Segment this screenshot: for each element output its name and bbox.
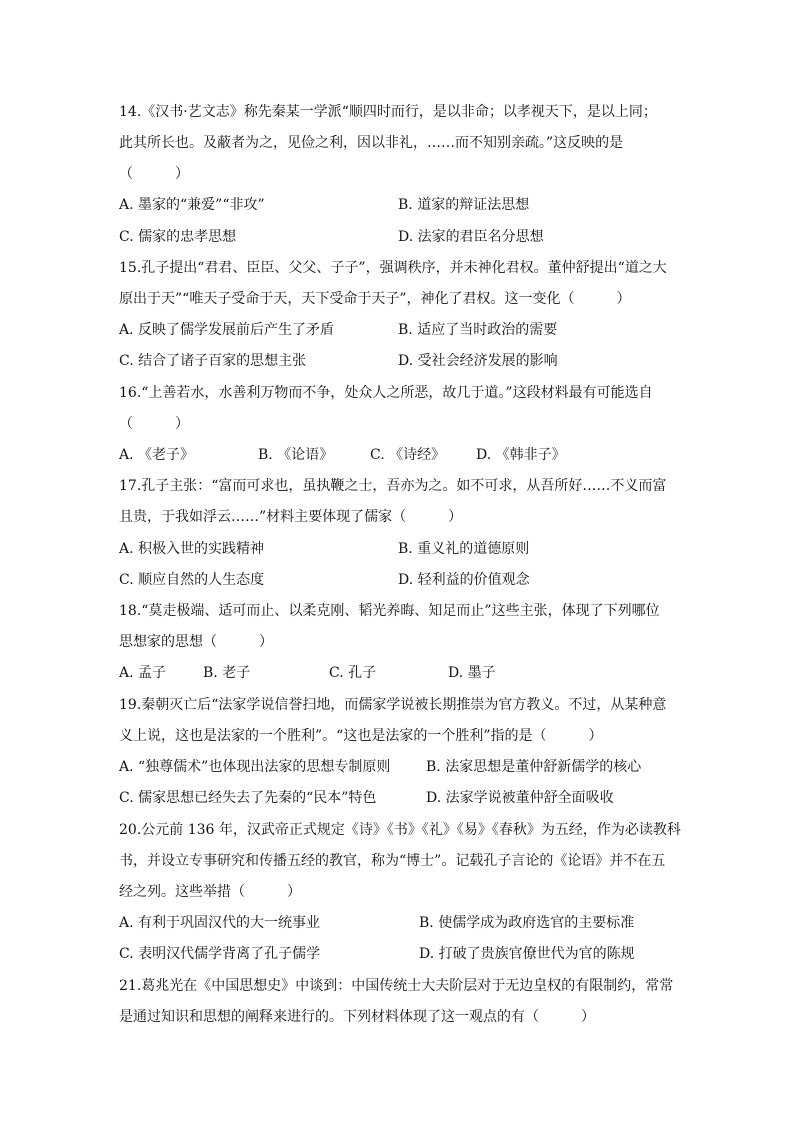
question-14-stem-line-1: 14.《汉书·艺文志》称先秦某一学派“顺四时而行，是以非命；以孝视天下，是以上同； — [119, 104, 657, 120]
question-20-stem-line-2: 书，并设立专事研究和传播五经的教官，称为“博士”。记载孔子言论的《论语》并不在五 — [119, 853, 666, 869]
question-14-option-d[interactable]: D. 法家的君臣名分思想 — [398, 229, 544, 245]
question-20-stem-line-3: 经之列。这些举措（ ） — [119, 884, 301, 900]
question-16-option-d[interactable]: D. 《韩非子》 — [476, 447, 566, 463]
question-15-stem-line-1: 15.孔子提出“君君、臣臣、父父、子子”，强调秩序，并未神化君权。董仲舒提出“道之大 — [119, 260, 667, 276]
question-17-option-a[interactable]: A. 积极入世的实践精神 — [119, 541, 265, 557]
question-20-option-c[interactable]: C. 表明汉代儒学背离了孔子儒学 — [119, 946, 321, 962]
question-19-option-b[interactable]: B. 法家思想是董仲舒新儒学的核心 — [426, 759, 642, 775]
question-14-option-a[interactable]: A. 墨家的“兼爱”“非攻” — [119, 197, 265, 213]
question-16-stem-line-2: （ ） — [119, 416, 189, 432]
question-21-stem-line-2: 是通过知识和思想的阐释来进行的。下列材料体现了这一观点的有（ ） — [119, 1009, 595, 1025]
question-16-option-a[interactable]: A. 《老子》 — [119, 447, 195, 463]
question-20-option-a[interactable]: A. 有利于巩固汉代的大一统事业 — [119, 915, 321, 931]
question-16-stem-line-1: 16.“上善若水，水善利万物而不争，处众人之所恶，故几于道。”这段材料最有可能选自 — [119, 385, 653, 401]
question-17-option-d[interactable]: D. 轻利益的价值观念 — [398, 572, 530, 588]
question-20-stem-line-1: 20.公元前 136 年，汉武帝正式规定《诗》《书》《礼》《易》《春秋》为五经，作为必读教科 — [119, 822, 681, 838]
question-15-stem-line-2: 原出于天”“唯天子受命于天，天下受命于天子”，神化了君权。这一变化（ ） — [119, 291, 631, 307]
question-20-option-b[interactable]: B. 使儒学成为政府选官的主要标准 — [419, 915, 635, 931]
question-16-option-b[interactable]: B. 《论语》 — [258, 447, 334, 463]
question-18-stem-line-1: 18.“莫走极端、适可而止、以柔克刚、韬光养晦、知足而止”这些主张，体现了下列哪位 — [119, 603, 660, 619]
question-17-stem-line-2: 且贵，于我如浮云……”材料主要体现了儒家（ ） — [119, 509, 463, 525]
question-19-option-c[interactable]: C. 儒家思想已经失去了先秦的“民本”特色 — [119, 790, 377, 806]
question-15-option-b[interactable]: B. 适应了当时政治的需要 — [398, 322, 558, 338]
question-19-stem-line-1: 19.秦朝灭亡后“法家学说信誉扫地，而儒家学说被长期推崇为官方教义。不过，从某种意 — [119, 697, 667, 713]
question-14-option-b[interactable]: B. 道家的辩证法思想 — [398, 197, 530, 213]
question-15-option-d[interactable]: D. 受社会经济发展的影响 — [398, 353, 558, 369]
question-18-option-d[interactable]: D. 墨子 — [448, 665, 496, 681]
question-21-stem-line-1: 21.葛兆光在《中国思想史》中谈到：中国传统士大夫阶层对于无边皇权的有限制约，常常 — [119, 978, 674, 994]
question-14-option-c[interactable]: C. 儒家的忠孝思想 — [119, 229, 237, 245]
question-15-option-c[interactable]: C. 结合了诸子百家的思想主张 — [119, 353, 307, 369]
question-18-option-a[interactable]: A. 孟子 — [119, 665, 167, 681]
question-18-stem-line-2: 思想家的思想（ ） — [119, 634, 273, 650]
question-16-option-c[interactable]: C. 《诗经》 — [370, 447, 446, 463]
question-19-option-d[interactable]: D. 法家学说被董仲舒全面吸收 — [426, 790, 614, 806]
question-17-option-b[interactable]: B. 重义礼的道德原则 — [398, 541, 530, 557]
question-18-option-c[interactable]: C. 孔子 — [329, 665, 377, 681]
question-14-stem-line-3: （ ） — [119, 166, 189, 182]
question-17-stem-line-1: 17.孔子主张：“富而可求也，虽执鞭之士，吾亦为之。如不可求，从吾所好……不义而富 — [119, 478, 667, 494]
question-17-option-c[interactable]: C. 顺应自然的人生态度 — [119, 572, 265, 588]
question-14-stem-line-2: 此其所长也。及蔽者为之，见俭之利，因以非礼，……而不知别亲疏。”这反映的是 — [119, 135, 624, 151]
question-15-option-a[interactable]: A. 反映了儒学发展前后产生了矛盾 — [119, 322, 335, 338]
question-20-option-d[interactable]: D. 打破了贵族官僚世代为官的陈规 — [419, 946, 635, 962]
question-19-stem-line-2: 义上说，这也是法家的一个胜利”。“这也是法家的一个胜利”指的是（ ） — [119, 728, 603, 744]
question-18-option-b[interactable]: B. 老子 — [203, 665, 251, 681]
question-19-option-a[interactable]: A. “独尊儒术”也体现出法家的思想专制原则 — [119, 759, 391, 775]
